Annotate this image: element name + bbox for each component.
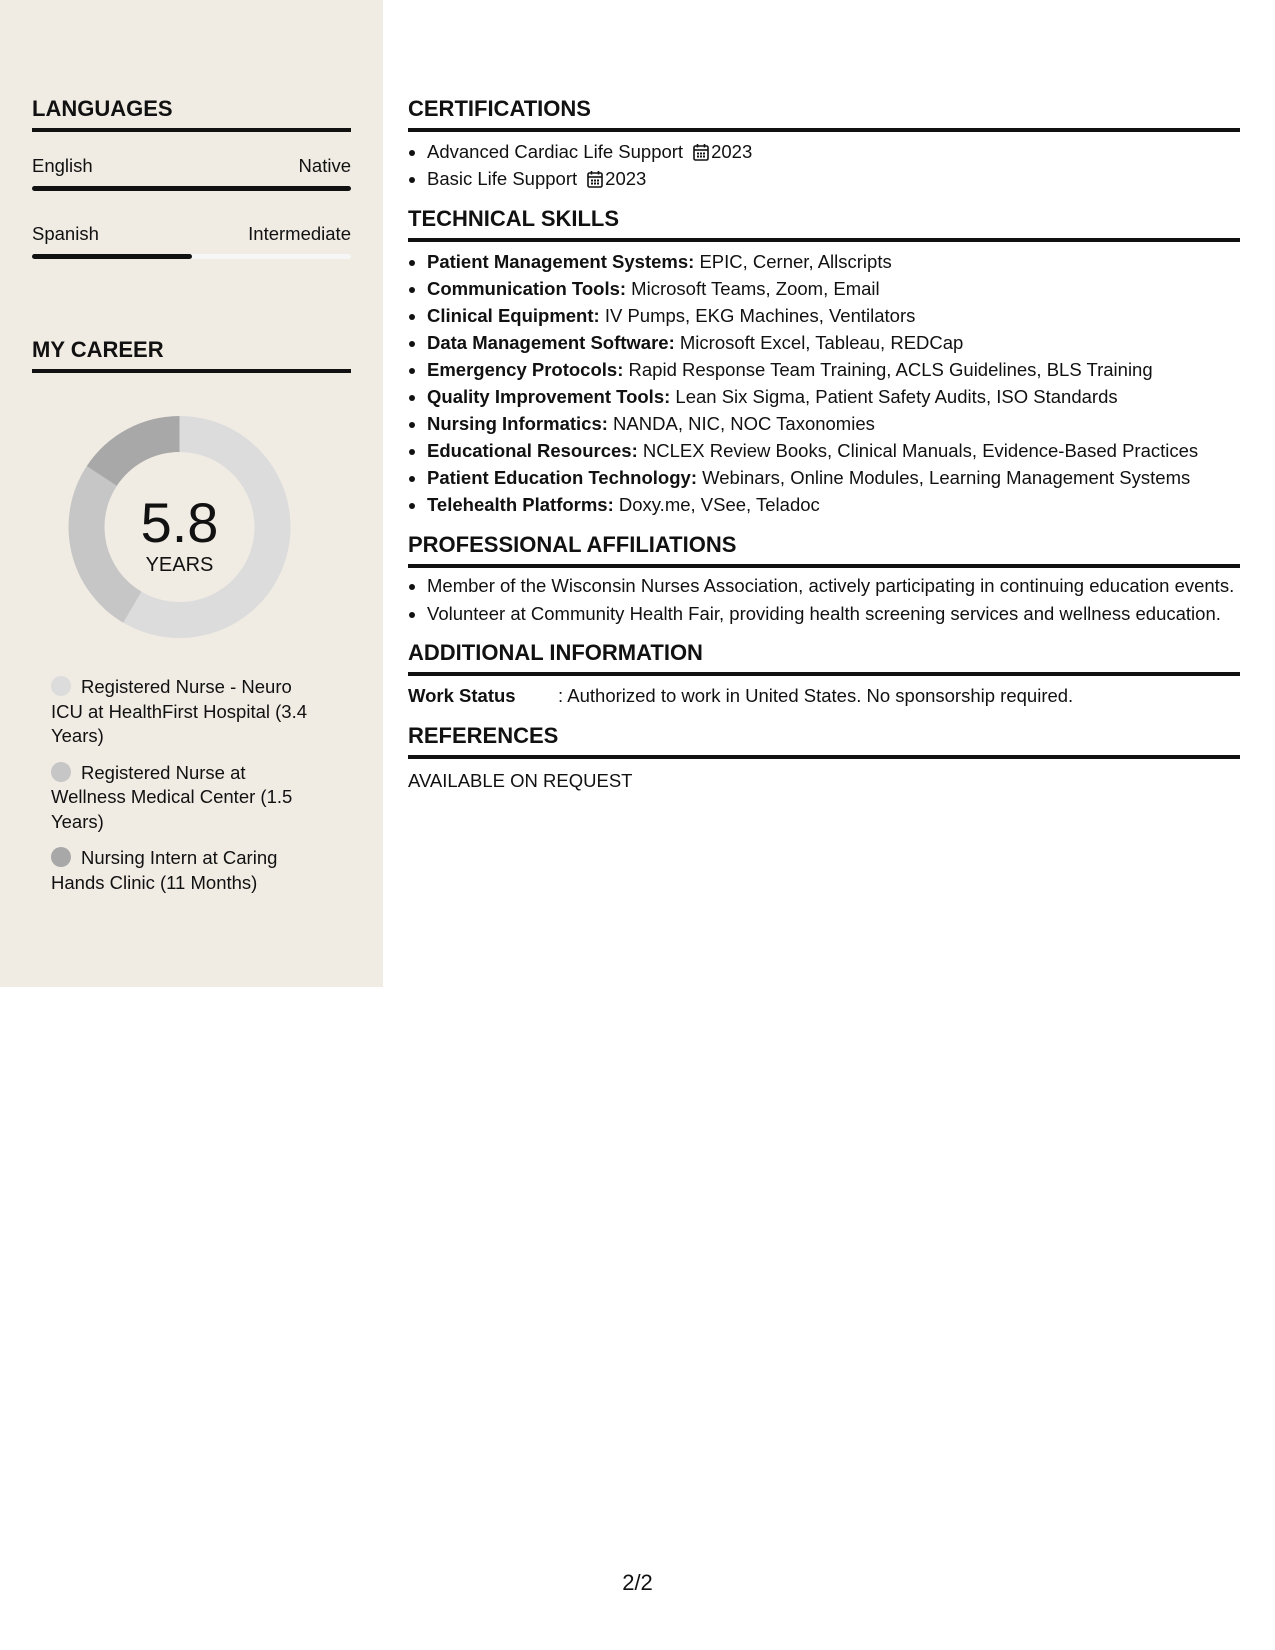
skill-value: Webinars, Online Modules, Learning Management Systems — [696, 467, 1191, 488]
calendar-icon — [587, 170, 603, 188]
skill-value: Lean Six Sigma, Patient Safety Audits, ISO Standards — [670, 386, 1118, 407]
skill-label: Quality Improvement Tools: — [427, 386, 671, 407]
skill-value: Microsoft Teams, Zoom, Email — [626, 278, 880, 299]
affiliations-title: PROFESSIONAL AFFILIATIONS — [408, 532, 1240, 568]
certification-year: 2023 — [711, 141, 753, 162]
calendar-icon — [693, 143, 709, 161]
language-proficiency-fill — [32, 254, 192, 259]
work-status-value: : Authorized to work in United States. No sponsorship required. — [558, 685, 1074, 706]
additional-info-title: ADDITIONAL INFORMATION — [408, 640, 1240, 676]
career-item-label: Nursing Intern at Caring Hands Clinic (11 Months) — [51, 847, 278, 893]
skill-value: Doxy.me, VSee, Teladoc — [613, 494, 820, 515]
career-total-value: 5.8 — [140, 491, 219, 554]
language-proficiency-bar — [32, 254, 351, 259]
skill-label: Data Management Software: — [427, 332, 675, 353]
technical-skills-section — [408, 206, 1240, 518]
technical-skills-list — [408, 248, 1240, 518]
language-name: English — [32, 155, 93, 176]
technical-skills-title: TECHNICAL SKILLS — [408, 206, 1240, 242]
skill-value: Microsoft Excel, Tableau, REDCap — [674, 332, 964, 353]
page-number: 2/2 — [622, 1570, 653, 1595]
legend-dot — [51, 676, 71, 696]
language-level: Intermediate — [248, 223, 351, 244]
certification-name: Advanced Cardiac Life Support — [427, 141, 684, 162]
skill-value: NCLEX Review Books, Clinical Manuals, Evidence-Based Practices — [637, 440, 1199, 461]
skill-value: IV Pumps, EKG Machines, Ventilators — [599, 305, 916, 326]
career-item — [51, 675, 321, 749]
skill-item — [427, 437, 1240, 464]
additional-info-section — [408, 640, 1240, 709]
language-name: Spanish — [32, 223, 99, 244]
skill-value: Rapid Response Team Training, ACLS Guidelines, BLS Training — [623, 359, 1153, 380]
skill-item — [427, 329, 1240, 356]
legend-dot — [51, 762, 71, 782]
affiliation-item: • Member of the Wisconsin Nurses Association, actively participating in continuing education events. — [427, 574, 1240, 599]
skill-label: Emergency Protocols: — [427, 359, 624, 380]
sidebar — [0, 0, 383, 987]
skill-item — [427, 356, 1240, 383]
skill-item — [427, 275, 1240, 302]
skill-item — [427, 383, 1240, 410]
skill-label: Patient Education Technology: — [427, 467, 697, 488]
skill-label: Nursing Informatics: — [427, 413, 608, 434]
affiliation-item: • Volunteer at Community Health Fair, providing health screening services and wellness education. — [427, 602, 1240, 627]
sidebar-content — [32, 96, 351, 373]
certifications-title: CERTIFICATIONS — [408, 96, 1240, 132]
skill-item — [427, 248, 1240, 275]
main-content — [408, 96, 1240, 808]
career-total-unit: YEARS — [145, 554, 214, 576]
skill-item — [427, 464, 1240, 491]
career-item — [51, 761, 321, 835]
language-proficiency-bar — [32, 186, 351, 191]
language-item-spanish — [32, 222, 351, 259]
legend-dot — [51, 847, 71, 867]
skill-item — [427, 302, 1240, 329]
language-level: Native — [298, 155, 351, 176]
references-section — [408, 723, 1240, 794]
career-donut-chart — [32, 405, 327, 650]
skill-label: Communication Tools: — [427, 278, 627, 299]
affiliations-section — [408, 532, 1240, 626]
work-status-label: Work Status — [408, 685, 516, 706]
skill-item — [427, 410, 1240, 437]
career-item-label: Registered Nurse at Wellness Medical Center (1.5 Years) — [51, 761, 293, 832]
language-proficiency-fill — [32, 186, 351, 191]
skill-label: Clinical Equipment: — [427, 305, 600, 326]
skill-item — [427, 491, 1240, 518]
references-text: AVAILABLE ON REQUEST — [408, 770, 633, 791]
certification-item — [427, 138, 1240, 165]
languages-title: LANGUAGES — [32, 96, 351, 132]
skill-label: Educational Resources: — [427, 440, 638, 461]
certifications-section — [408, 96, 1240, 192]
affiliations-list — [408, 574, 1240, 626]
certification-item — [427, 165, 1240, 192]
skill-label: Patient Management Systems: — [427, 251, 695, 272]
skill-value: EPIC, Cerner, Allscripts — [694, 251, 892, 272]
career-legend — [51, 675, 321, 907]
career-item — [51, 846, 321, 895]
work-status-row — [408, 682, 1240, 709]
certification-year: 2023 — [605, 168, 647, 189]
certifications-list — [408, 138, 1240, 192]
skill-label: Telehealth Platforms: — [427, 494, 614, 515]
language-item-english — [32, 154, 351, 191]
career-item-label: Registered Nurse - Neuro ICU at HealthFirst Hospital (3.4 Years) — [51, 676, 308, 746]
career-title: MY CAREER — [32, 337, 351, 373]
certification-name: Basic Life Support — [427, 168, 578, 189]
skill-value: NANDA, NIC, NOC Taxonomies — [607, 413, 875, 434]
references-title: REFERENCES — [408, 723, 1240, 759]
